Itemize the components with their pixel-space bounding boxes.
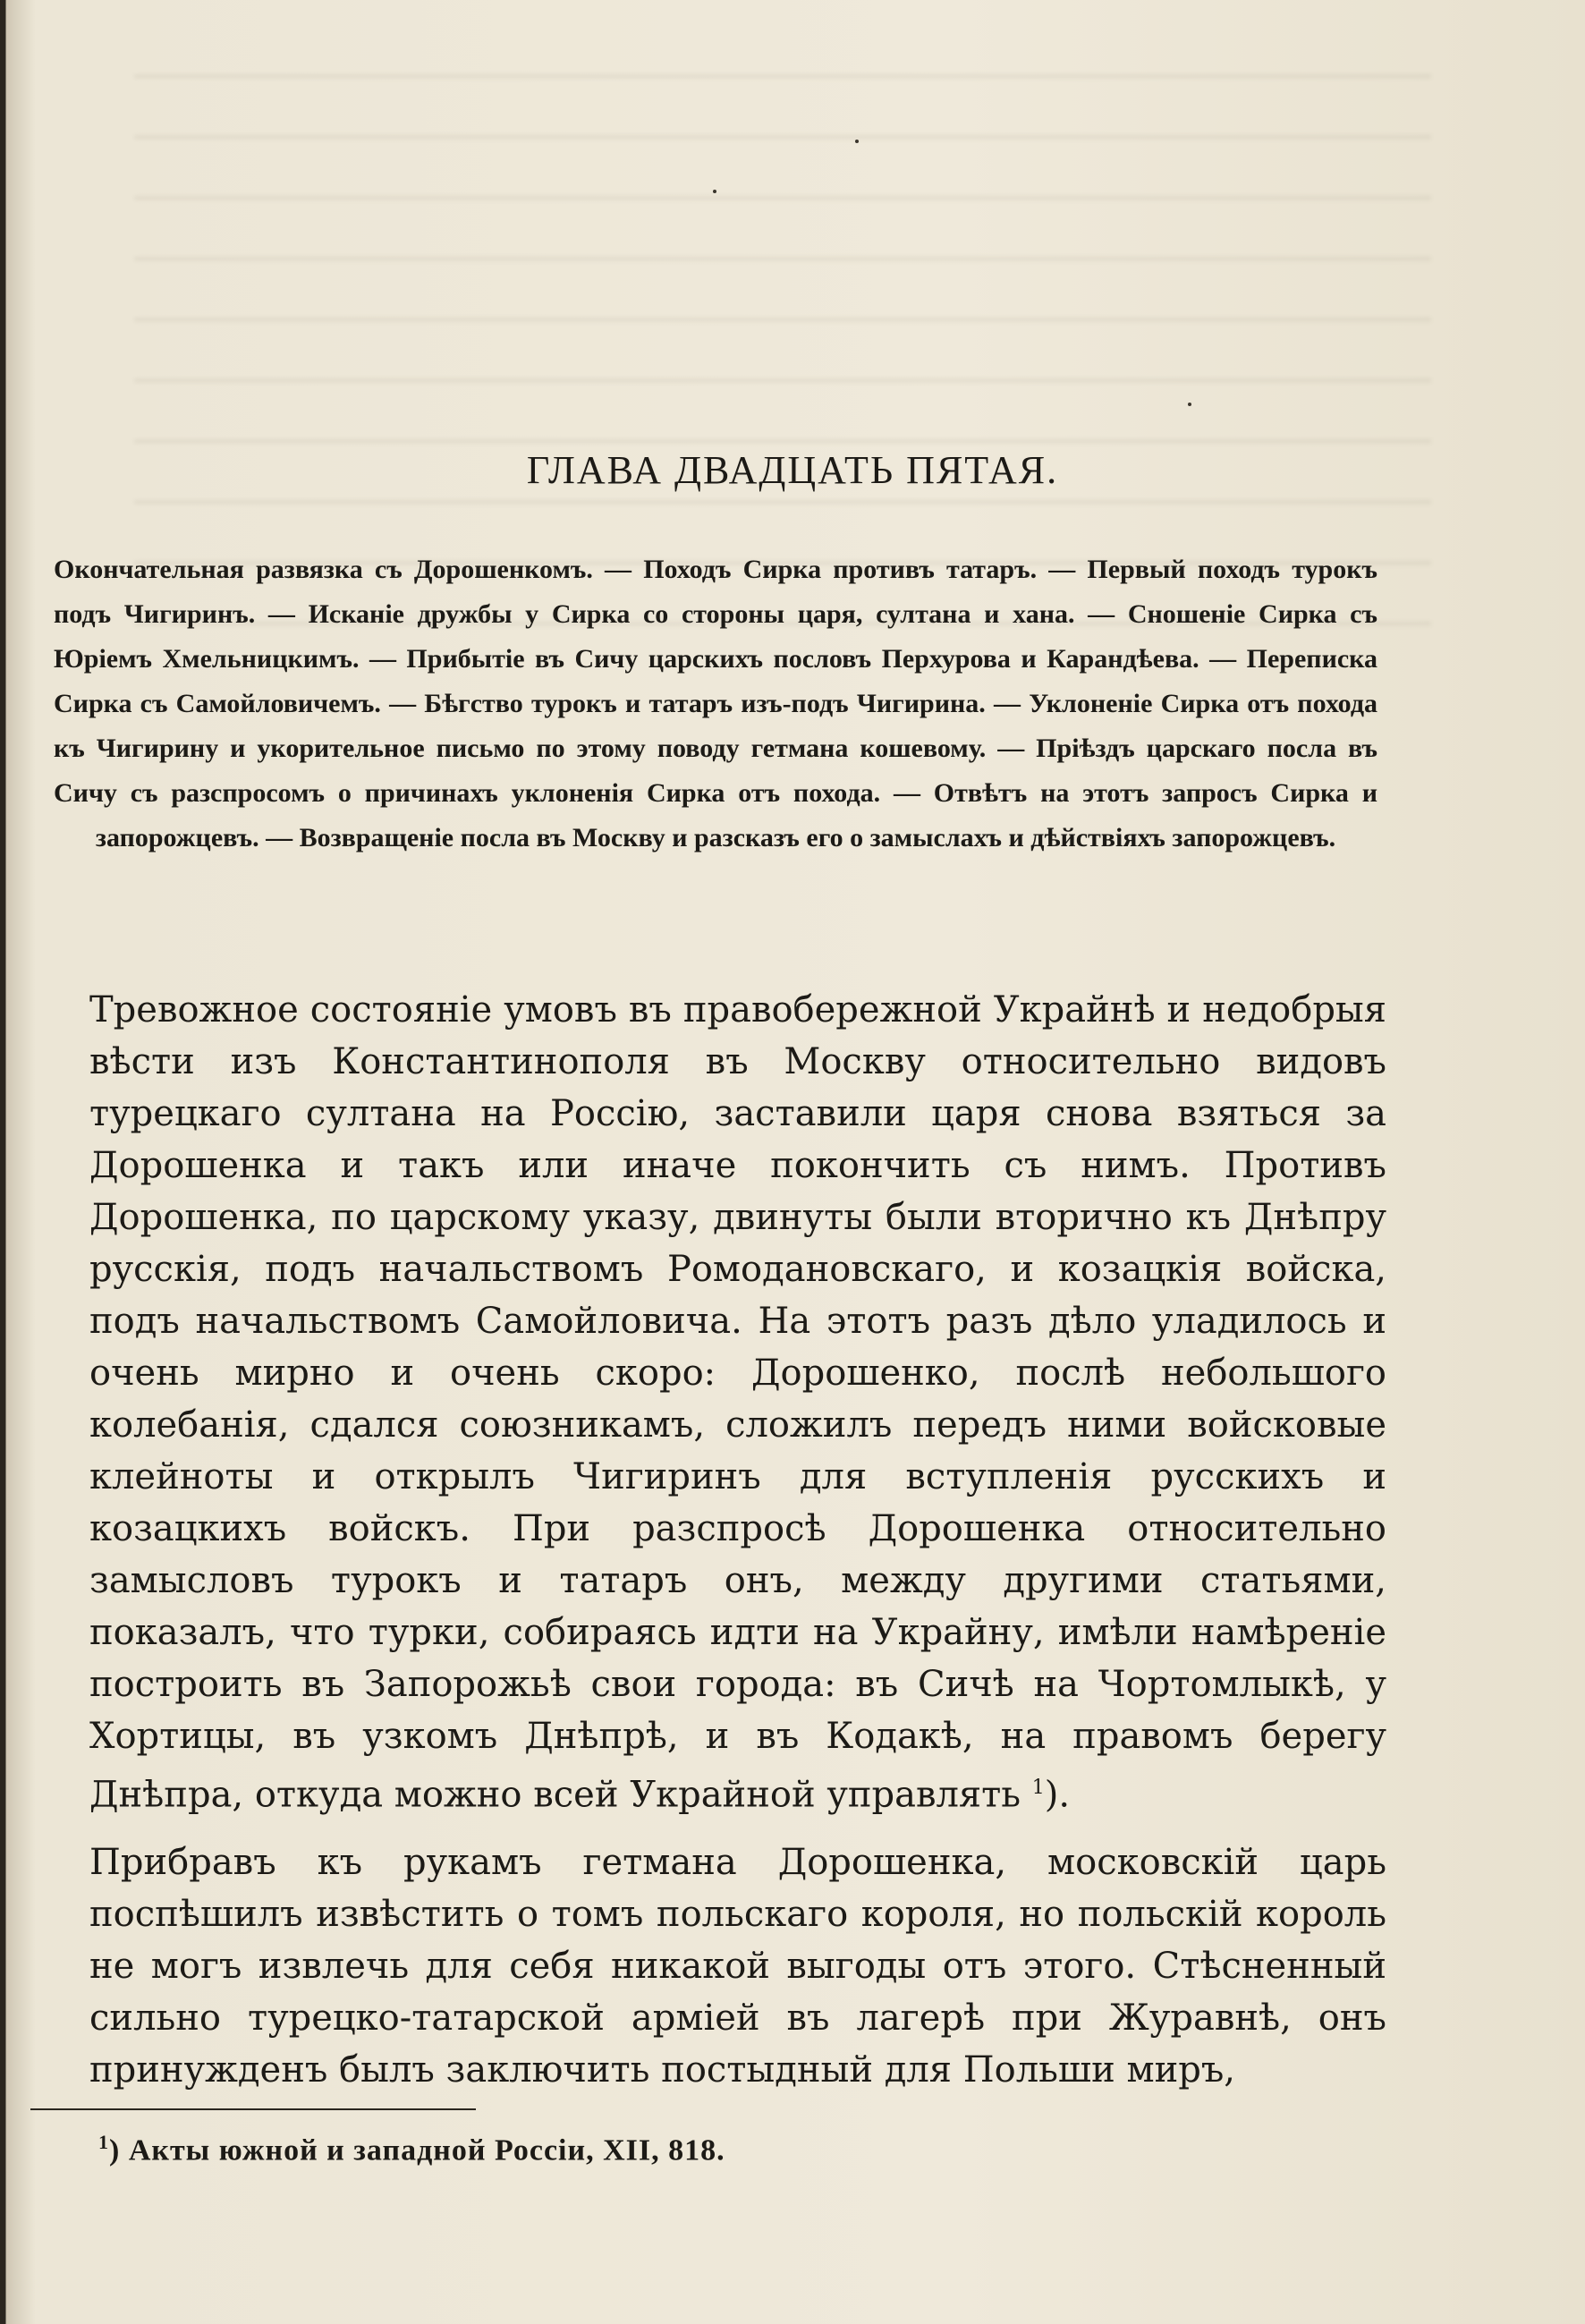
ink-speck: [855, 140, 859, 143]
ink-speck: [1188, 403, 1191, 406]
footnote-marker: 1: [98, 2131, 109, 2153]
footnote-divider: [30, 2108, 476, 2110]
paragraph-text: Тревожное состояніе умовъ въ правобережной Украйнѣ и недобрыя вѣсти изъ Константинополя въ Москву относительно видовъ турецкаго султана на Россію, заставили царя снова взяться за Дорошенка и такъ или иначе покончить съ нимъ. Противъ Дорошенка, по царскому указу, двинуты были вторично къ Днѣпру русскія, подъ начальствомъ Ромодановскаго, и козацкія войска, подъ начальствомъ Самойловича. На этотъ разъ дѣло уладилось и очень мирно и очень скоро: Дорошенко, послѣ небольшого колебанія, сдался союзникамъ, сложилъ передъ ними войсковые клейноты и открылъ Чигиринъ для вступленія русскихъ и козацкихъ войскъ. При разспросѣ Дорошенка относительно замысловъ турокъ и татаръ онъ, между другими статьями, показалъ, что турки, собираясь идти на Украйну, имѣли намѣреніе построить въ Запорожьѣ свои города: въ Сичѣ на Чортомлыкѣ, у Хортицы, въ узкомъ Днѣпрѣ, и въ Кодакѣ, на правомъ берегу Днѣпра, откуда можно всей Украйной управлять: [89, 989, 1386, 1816]
body-text: [89, 984, 1386, 2096]
paragraph: Прибравъ къ рукамъ гетмана Дорошенка, московскій царь поспѣшилъ извѣстить о томъ польскаго короля, но польскій король не могъ извлечь для себя никакой выгоды отъ этого. Стѣсненный сильно турецко-татарской арміей въ лагерѣ при Журавнѣ, онъ принужденъ былъ заключить постыдный для Польши миръ,: [89, 1842, 1386, 2091]
ink-speck: [713, 190, 716, 193]
chapter-title: ГЛАВА ДВАДЦАТЬ ПЯТАЯ.: [526, 448, 1059, 492]
chapter-summary: Окончательная развязка съ Дорошенкомъ. — Походъ Сирка противъ татаръ. — Первый походъ турокъ подъ Чигиринъ. — Исканіе дружбы у Сирка со стороны царя, султана и хана. — Сношеніе Сирка съ Юріемъ Хмельницкимъ. — Прибытіе въ Сичу царскихъ пословъ Перхурова и Карандѣева. — Переписка Сирка съ Самойловичемъ. — Бѣгство турокъ и татаръ изъ-подъ Чигирина. — Уклоненіе Сирка отъ похода къ Чигирину и укорительное письмо по этому поводу гетмана кошевому. — Пріѣздъ царскаго посла въ Сичу съ разспросомъ о причинахъ уклоненія Сирка отъ похода. — Отвѣтъ на этотъ запросъ Сирка и запорожцевъ. — Возвращеніе посла въ Москву и разсказъ его о замыслахъ и дѣйствіяхъ запорожцевъ.: [54, 555, 1377, 852]
paragraph-text-end: ).: [1044, 1774, 1071, 1816]
footnote-text: ) Акты южной и западной Россіи, XII, 818.: [109, 2133, 725, 2167]
footnote: [98, 2131, 725, 2167]
footnote-reference: 1: [1031, 1777, 1045, 1799]
paragraph: [89, 984, 1386, 1820]
